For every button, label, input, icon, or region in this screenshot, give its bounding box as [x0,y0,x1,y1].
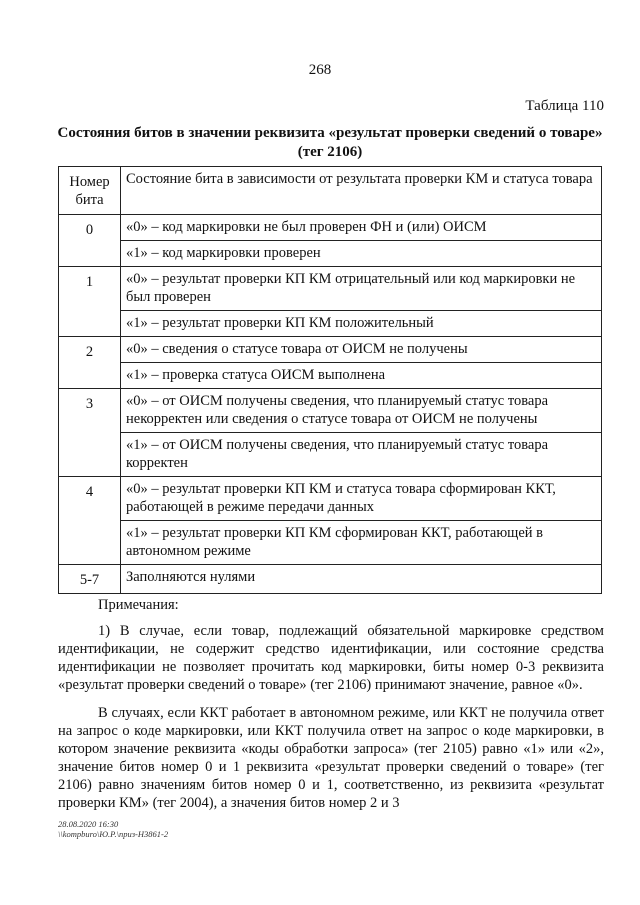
table-row [59,565,602,594]
bit-state-cell: «0» – от ОИСМ получены сведения, что планируемый статус товара некорректен или сведения о статусе товара от ОИСМ не получены [121,389,602,433]
table-title [40,124,620,162]
stamp-path: \\kompburo\Ю.Р.\приз-Н3861-2 [58,829,169,839]
bit-state-cell: «0» – сведения о статусе товара от ОИСМ не получены [121,337,602,363]
notes-section [58,596,604,822]
bits-table [58,166,602,594]
stamp-date: 28.08.2020 16:30 [58,819,119,829]
notes-title: Примечания: [98,597,179,613]
document-stamp [58,819,168,839]
table-row [59,215,602,241]
bit-state-cell: Заполняются нулями [121,565,602,594]
table-row [59,477,602,521]
header-bit-number: Номер бита [59,167,121,215]
table-row [59,389,602,433]
table-row [59,363,602,389]
note-paragraph-1: 1) В случае, если товар, подлежащий обязательной маркировке средством идентификации, не содержит средство идентификации, или состояние средства идентификации не позволяет прочитать код маркировки, биты номер 0-3 реквизита «результат проверки сведений о товаре» (тег 2106) принимают значение, равное «0». [58,623,604,693]
table-label: Таблица 110 [525,98,604,114]
bit-state-cell: «1» – результат проверки КП КМ положительный [121,311,602,337]
table-header-row [59,167,602,215]
table-row [59,337,602,363]
note-paragraph-2: В случаях, если ККТ работает в автономном режиме, или ККТ не получила ответ на запрос о коде маркировки, или ККТ получила ответ на запрос о коде маркировки, в котором значение реквизита «коды обработки запроса» (тег 2105) равно «1» или «2», значение битов номер 0 и 1 реквизита «результат проверки сведений о товаре» (тег 2106) равно значениям битов номер 0 и 1, соответственно, из реквизита «результат проверки КМ» (тег 2004), а значения битов номер 2 и 3 [58,705,604,811]
header-bit-state: Состояние бита в зависимости от результата проверки КМ и статуса товара [121,167,602,215]
table-title-line2: (тег 2106) [297,144,363,160]
bit-state-cell: «0» – код маркировки не был проверен ФН и (или) ОИСМ [121,215,602,241]
bit-number-cell: 0 [59,215,121,267]
table-row [59,267,602,311]
bit-number-cell: 3 [59,389,121,477]
bit-number-cell: 2 [59,337,121,389]
bit-number-cell: 4 [59,477,121,565]
bit-state-cell: «1» – результат проверки КП КМ сформирован ККТ, работающей в автономном режиме [121,521,602,565]
table-row [59,521,602,565]
bit-state-cell: «1» – проверка статуса ОИСМ выполнена [121,363,602,389]
table-row [59,311,602,337]
table-row [59,433,602,477]
bit-state-cell: «1» – код маркировки проверен [121,241,602,267]
bit-number-cell: 1 [59,267,121,337]
bit-number-cell: 5-7 [59,565,121,594]
bit-state-cell: «0» – результат проверки КП КМ отрицательный или код маркировки не был проверен [121,267,602,311]
bit-state-cell: «0» – результат проверки КП КМ и статуса товара сформирован ККТ, работающей в режиме передачи данных [121,477,602,521]
table-title-line1: Состояния битов в значении реквизита «результат проверки сведений о товаре» [57,125,603,141]
bit-state-cell: «1» – от ОИСМ получены сведения, что планируемый статус товара корректен [121,433,602,477]
table-row [59,241,602,267]
page-number: 268 [308,62,332,78]
